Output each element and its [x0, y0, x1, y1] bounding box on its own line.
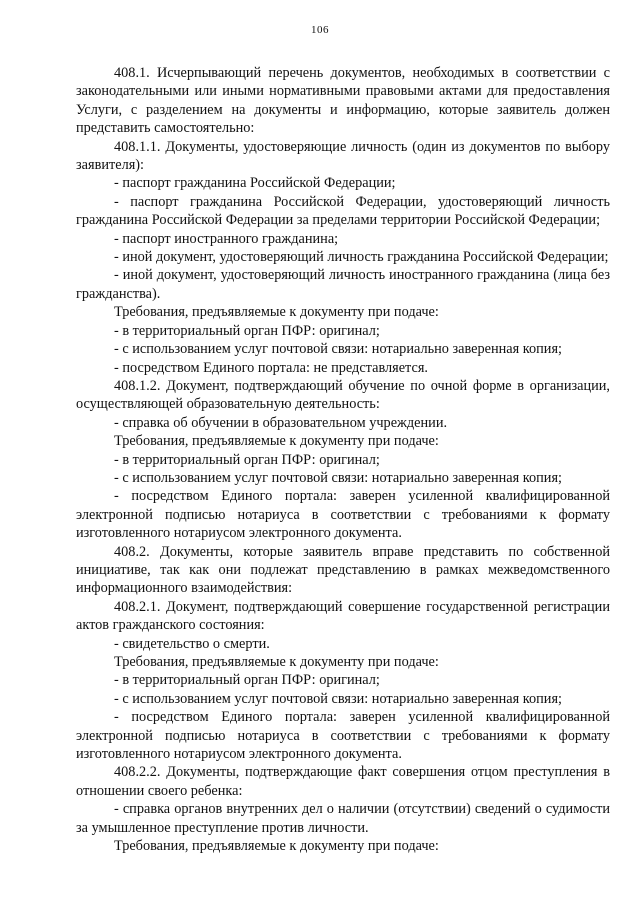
- list-item: - иной документ, удостоверяющий личность иностранного гражданина (лица без гражданства).: [76, 267, 610, 302]
- requirements-heading: Требования, предъявляемые к документу при подаче:: [114, 304, 439, 321]
- list-item: - паспорт иностранного гражданина;: [114, 230, 339, 247]
- list-item: - с использованием услуг почтовой связи: нотариально заверенная копия;: [114, 690, 562, 707]
- list-item: - справка органов внутренних дел о наличии (отсутствии) сведений о судимости за умышленное преступление против личности.: [76, 801, 610, 836]
- paragraph-408-1-1: 408.1.1. Документы, удостоверяющие личность (один из документов по выбору заявителя):: [76, 138, 610, 174]
- paragraph-408-2-1: 408.2.1. Документ, подтверждающий совершение государственной регистрации актов гражданского состояния:: [76, 598, 610, 634]
- requirements-heading: Требования, предъявляемые к документу при подаче:: [114, 654, 439, 670]
- list-item: - справка об обучении в образовательном учреждении.: [114, 414, 448, 431]
- requirements-heading: Требования, предъявляемые к документу при подаче:: [114, 838, 439, 855]
- requirements-heading: Требования, предъявляемые к документу при подаче:: [114, 433, 439, 450]
- list-item: - с использованием услуг почтовой связи: нотариально заверенная копия;: [114, 341, 562, 358]
- list-item: - посредством Единого портала: заверен усиленной квалифицированной электронной подписью нотариуса в соответствии с требованиями к формату изготовленного нотариусом электронного документа.: [76, 709, 610, 763]
- list-item: - в территориальный орган ПФР: оригинал;: [114, 672, 380, 689]
- list-item: - с использованием услуг почтовой связи: нотариально заверенная копия;: [114, 469, 562, 486]
- list-item: - в территориальный орган ПФР: оригинал;: [114, 451, 380, 468]
- paragraph-408-2-2: 408.2.2. Документы, подтверждающие факт совершения отцом преступления в отношении своего ребенка:: [76, 764, 610, 799]
- list-item: - посредством Единого портала: не представляется.: [114, 359, 428, 376]
- document-body: [76, 64, 610, 855]
- list-item: - паспорт гражданина Российской Федерации, удостоверяющий личность гражданина Российской Федерации за пределами территории Российской Федерации;: [76, 193, 610, 229]
- list-item: - паспорт гражданина Российской Федерации;: [114, 175, 396, 192]
- list-item: - иной документ, удостоверяющий личность гражданина Российской Федерации;: [114, 249, 609, 266]
- list-item: - в территориальный орган ПФР: оригинал;: [114, 322, 380, 339]
- paragraph-408-1: 408.1. Исчерпывающий перечень документов, необходимых в соответствии с законодательными или иными нормативными правовыми актами для предоставления Услуги, с разделением на документы и информацию, которые заявитель должен представить самостоятельно:: [76, 65, 610, 137]
- page-number: 106: [311, 24, 329, 36]
- list-item: - посредством Единого портала: заверен усиленной квалифицированной электронной подписью нотариуса в соответствии с требованиями к формату изготовленного нотариусом электронного документа.: [76, 488, 610, 542]
- paragraph-408-2: 408.2. Документы, которые заявитель вправе представить по собственной инициативе, так как они подлежат представлению в рамках межведомственного информационного взаимодействия:: [76, 543, 610, 597]
- paragraph-408-1-2: 408.1.2. Документ, подтверждающий обучение по очной форме в организации, осуществляющей образовательную деятельность:: [76, 377, 610, 413]
- list-item: - свидетельство о смерти.: [114, 635, 270, 652]
